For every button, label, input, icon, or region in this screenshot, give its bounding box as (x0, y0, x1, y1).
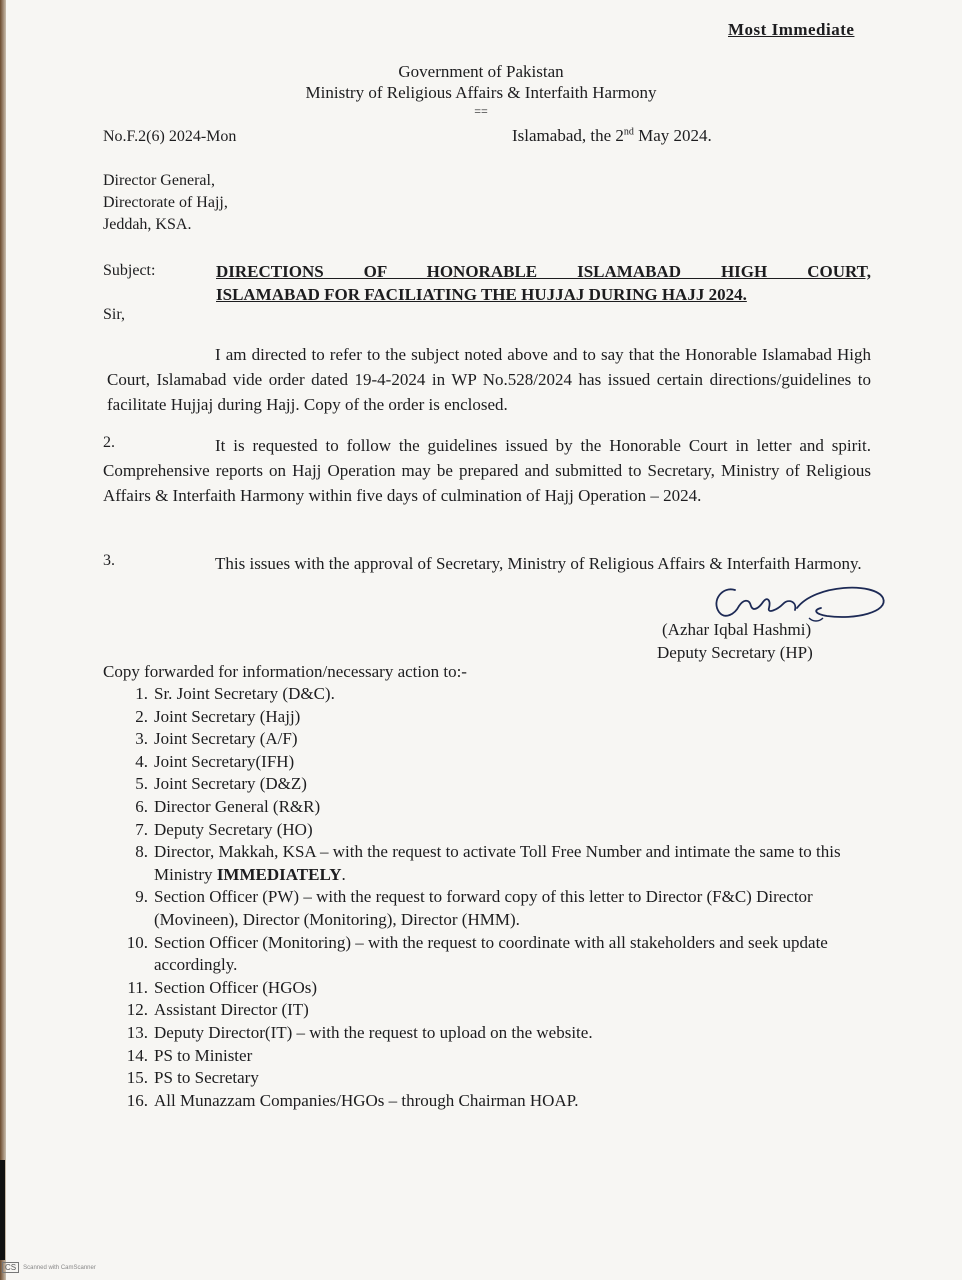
list-item (118, 751, 878, 774)
list-item-emphasis: IMMEDIATELY (216, 864, 342, 884)
scanner-text: Scanned with CamScanner (23, 1264, 96, 1271)
list-item (118, 977, 878, 1000)
paragraph-3-text: This issues with the approval of Secretary, Ministry of Religious Affairs & Interfaith Harmony. (215, 554, 862, 573)
scan-edge-mark (0, 1160, 5, 1260)
list-item-number: 15. (126, 1068, 148, 1088)
list-item-number: 8. (135, 842, 148, 862)
list-item-number: 5. (135, 774, 148, 794)
list-item (118, 841, 878, 886)
list-item-text: PS to Minister (154, 1045, 253, 1065)
list-item (118, 706, 878, 729)
list-item-text: Deputy Secretary (HO) (154, 819, 313, 839)
list-item (118, 728, 878, 751)
scanner-logo-icon: CS (2, 1262, 19, 1273)
list-item-text-end: . (341, 864, 346, 884)
paragraph-2 (103, 433, 871, 508)
list-item-number: 2. (135, 706, 148, 726)
ministry-heading: Ministry of Religious Affairs & Interfaith Harmony (305, 83, 657, 102)
list-item-number: 12. (126, 1000, 148, 1020)
list-item-text: Section Officer (PW) – with the request to forward copy of this letter to Director (F&C) Director (Movineen), Director (Monitoring), Director (HMM). (154, 887, 813, 929)
paragraph-1 (107, 342, 871, 417)
heading-divider: == (474, 104, 488, 118)
priority-label: Most Immediate (728, 20, 855, 39)
addressee-line-1: Director General, (103, 172, 215, 189)
list-item-text: Joint Secretary (D&Z) (154, 774, 307, 794)
list-item (118, 932, 878, 977)
paragraph-2-number: 2. (103, 434, 115, 451)
list-item-number: 6. (135, 796, 148, 816)
list-item-text: Joint Secretary (A/F) (154, 729, 298, 749)
place-date (512, 126, 712, 146)
list-item (118, 1045, 878, 1068)
government-heading: Government of Pakistan (398, 62, 564, 81)
list-item-number: 10. (126, 932, 148, 952)
list-item-text: Sr. Joint Secretary (D&C). (154, 684, 335, 703)
list-item-text: Section Officer (Monitoring) – with the request to coordinate with all stakeholders and seek update accordingly. (154, 932, 828, 975)
list-item-number: 13. (126, 1022, 148, 1042)
list-item-number: 9. (135, 887, 148, 907)
list-item-text: Director General (R&R) (154, 796, 321, 816)
list-item-text: All Munazzam Companies/HGOs – through Chairman HOAP. (154, 1090, 579, 1110)
distribution-list (118, 683, 878, 1112)
list-item (118, 1090, 878, 1113)
list-item-text: Deputy Director(IT) – with the request to upload on the website. (154, 1022, 593, 1042)
signatory-name: (Azhar Iqbal Hashmi) (662, 620, 812, 639)
list-item-number: 11. (127, 977, 148, 997)
list-item (118, 773, 878, 796)
date-ordinal: nd (623, 126, 634, 138)
list-item-text: Joint Secretary (Hajj) (154, 706, 301, 726)
list-item (118, 1022, 878, 1045)
paragraph-3-number: 3. (103, 552, 115, 569)
scan-edge (0, 0, 6, 1280)
list-item-text: Section Officer (HGOs) (154, 977, 318, 997)
addressee-line-3: Jeddah, KSA. (103, 216, 192, 233)
paragraph-1-text: I am directed to refer to the subject noted above and to say that the Honorable Islamabad High Court, Islamabad vide order dated 19-4-2024 in WP No.528/2024 has issued certain directions/guidelines to facilitate Hujjaj during Hajj. Copy of the order is enclosed. (107, 345, 871, 414)
list-item-number: 16. (126, 1090, 148, 1110)
list-item-number: 7. (135, 819, 148, 839)
list-item (118, 819, 878, 842)
paragraph-2-text: It is requested to follow the guidelines issued by the Honorable Court in letter and spirit. Comprehensive reports on Hajj Operation may be prepared and submitted to Secretary, Ministry of Religious Affairs & Interfaith Harmony within five days of culmination of Hajj Operation – 2024. (103, 436, 871, 505)
subject-line-1: DIRECTIONS OF HONORABLE ISLAMABAD HIGH COURT, (216, 262, 871, 281)
paragraph-3 (103, 551, 871, 576)
place-date-prefix: Islamabad, the 2 (512, 126, 624, 145)
scanner-watermark (2, 1262, 96, 1273)
list-item (118, 1067, 878, 1090)
list-item-number: 4. (135, 751, 148, 771)
list-item-text: Assistant Director (IT) (154, 1000, 309, 1020)
salutation: Sir, (103, 306, 126, 323)
list-item (118, 999, 878, 1022)
subject-line-2: ISLAMABAD FOR FACILIATING THE HUJJAJ DURING HAJJ 2024. (216, 285, 747, 304)
subject-label: Subject: (103, 262, 156, 279)
list-item-text: PS to Secretary (154, 1068, 259, 1088)
list-item-number: 3. (135, 729, 148, 749)
list-item (118, 683, 878, 706)
list-item-text: Director, Makkah, KSA – with the request to activate Toll Free Number and intimate the same to this Ministry (154, 842, 841, 884)
list-item-number: 14. (126, 1045, 148, 1065)
copy-forwarded-heading: Copy forwarded for information/necessary action to:- (103, 662, 467, 681)
place-date-suffix: May 2024. (633, 126, 712, 145)
addressee-line-2: Directorate of Hajj, (103, 194, 228, 211)
reference-number: No.F.2(6) 2024-Mon (103, 128, 237, 145)
list-item (118, 886, 878, 931)
signatory-designation: Deputy Secretary (HP) (657, 643, 813, 662)
list-item (118, 796, 878, 819)
list-item-text: Joint Secretary(IFH) (154, 751, 295, 771)
list-item-number: 1. (135, 684, 148, 703)
